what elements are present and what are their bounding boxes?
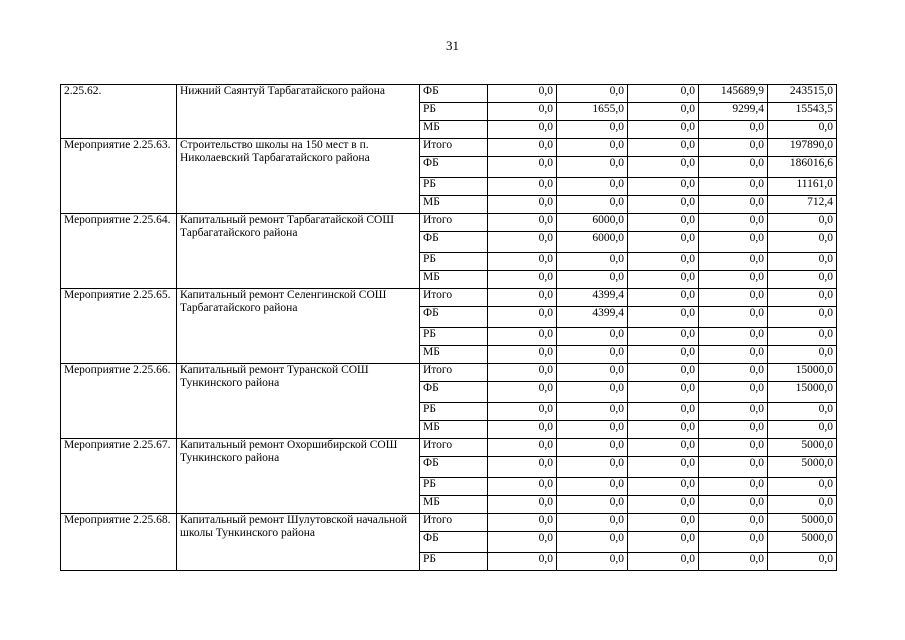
amount-cell: 0,0 <box>768 307 837 328</box>
activity-code: Мероприятие 2.25.64. <box>61 214 177 289</box>
amount-cell: 0,0 <box>699 214 768 232</box>
amount-cell: 0,0 <box>628 178 699 196</box>
amount-cell: 0,0 <box>557 253 628 271</box>
funding-source: Итого <box>420 514 488 532</box>
funding-source: МБ <box>420 121 488 139</box>
funding-source: РБ <box>420 253 488 271</box>
amount-cell: 0,0 <box>628 328 699 346</box>
amount-cell: 0,0 <box>699 232 768 253</box>
amount-cell: 5000,0 <box>768 532 837 553</box>
activity-code: Мероприятие 2.25.66. <box>61 364 177 439</box>
amount-cell: 0,0 <box>768 121 837 139</box>
amount-cell: 0,0 <box>768 403 837 421</box>
amount-cell: 0,0 <box>557 514 628 532</box>
amount-cell: 15543,5 <box>768 103 837 121</box>
amount-cell: 0,0 <box>699 439 768 457</box>
budget-table <box>60 84 837 571</box>
amount-cell: 0,0 <box>488 289 557 307</box>
table-row <box>61 439 837 457</box>
amount-cell: 0,0 <box>628 496 699 514</box>
amount-cell: 0,0 <box>768 271 837 289</box>
amount-cell: 4399,4 <box>557 307 628 328</box>
amount-cell: 6000,0 <box>557 214 628 232</box>
amount-cell: 0,0 <box>488 328 557 346</box>
amount-cell: 0,0 <box>488 496 557 514</box>
amount-cell: 0,0 <box>699 328 768 346</box>
amount-cell: 0,0 <box>488 364 557 382</box>
amount-cell: 0,0 <box>628 271 699 289</box>
amount-cell: 0,0 <box>628 439 699 457</box>
amount-cell: 186016,6 <box>768 157 837 178</box>
funding-source: РБ <box>420 403 488 421</box>
amount-cell: 15000,0 <box>768 382 837 403</box>
funding-source: ФБ <box>420 85 488 103</box>
amount-cell: 0,0 <box>488 439 557 457</box>
funding-source: ФБ <box>420 457 488 478</box>
amount-cell: 145689,9 <box>699 85 768 103</box>
amount-cell: 0,0 <box>488 214 557 232</box>
amount-cell: 0,0 <box>628 307 699 328</box>
amount-cell: 0,0 <box>488 232 557 253</box>
amount-cell: 0,0 <box>699 271 768 289</box>
amount-cell: 197890,0 <box>768 139 837 157</box>
amount-cell: 0,0 <box>488 532 557 553</box>
amount-cell: 0,0 <box>628 196 699 214</box>
amount-cell: 0,0 <box>628 364 699 382</box>
amount-cell: 0,0 <box>628 103 699 121</box>
activity-name: Строительство школы на 150 мест в п. Николаевский Тарбагатайского района <box>177 139 420 214</box>
amount-cell: 0,0 <box>557 439 628 457</box>
amount-cell: 0,0 <box>699 121 768 139</box>
funding-source: РБ <box>420 178 488 196</box>
amount-cell: 0,0 <box>768 232 837 253</box>
amount-cell: 0,0 <box>768 553 837 571</box>
amount-cell: 0,0 <box>699 514 768 532</box>
amount-cell: 0,0 <box>628 421 699 439</box>
amount-cell: 0,0 <box>699 478 768 496</box>
funding-source: ФБ <box>420 382 488 403</box>
amount-cell: 9299,4 <box>699 103 768 121</box>
amount-cell: 1655,0 <box>557 103 628 121</box>
funding-source: МБ <box>420 421 488 439</box>
amount-cell: 0,0 <box>488 139 557 157</box>
funding-source: ФБ <box>420 232 488 253</box>
amount-cell: 0,0 <box>628 478 699 496</box>
amount-cell: 0,0 <box>699 178 768 196</box>
amount-cell: 0,0 <box>557 553 628 571</box>
amount-cell: 0,0 <box>699 382 768 403</box>
amount-cell: 0,0 <box>628 85 699 103</box>
amount-cell: 0,0 <box>557 457 628 478</box>
amount-cell: 0,0 <box>628 157 699 178</box>
amount-cell: 0,0 <box>699 307 768 328</box>
amount-cell: 0,0 <box>488 196 557 214</box>
amount-cell: 0,0 <box>628 457 699 478</box>
funding-source: Итого <box>420 364 488 382</box>
amount-cell: 0,0 <box>557 403 628 421</box>
table-row <box>61 289 837 307</box>
amount-cell: 0,0 <box>488 271 557 289</box>
amount-cell: 0,0 <box>488 103 557 121</box>
amount-cell: 0,0 <box>557 421 628 439</box>
funding-source: Итого <box>420 139 488 157</box>
funding-source: РБ <box>420 328 488 346</box>
amount-cell: 0,0 <box>557 496 628 514</box>
table-row <box>61 139 837 157</box>
amount-cell: 0,0 <box>557 382 628 403</box>
amount-cell: 0,0 <box>557 364 628 382</box>
amount-cell: 5000,0 <box>768 457 837 478</box>
amount-cell: 0,0 <box>628 514 699 532</box>
funding-source: МБ <box>420 196 488 214</box>
amount-cell: 0,0 <box>628 553 699 571</box>
amount-cell: 712,4 <box>768 196 837 214</box>
amount-cell: 4399,4 <box>557 289 628 307</box>
amount-cell: 0,0 <box>699 289 768 307</box>
amount-cell: 0,0 <box>699 421 768 439</box>
amount-cell: 11161,0 <box>768 178 837 196</box>
amount-cell: 5000,0 <box>768 514 837 532</box>
activity-name: Капитальный ремонт Шулутовской начальной школы Тункинского района <box>177 514 420 571</box>
amount-cell: 0,0 <box>628 289 699 307</box>
funding-source: РБ <box>420 553 488 571</box>
amount-cell: 0,0 <box>488 253 557 271</box>
funding-source: ФБ <box>420 307 488 328</box>
amount-cell: 0,0 <box>628 403 699 421</box>
amount-cell: 0,0 <box>488 457 557 478</box>
funding-source: Итого <box>420 439 488 457</box>
amount-cell: 0,0 <box>557 139 628 157</box>
funding-source: РБ <box>420 478 488 496</box>
amount-cell: 0,0 <box>557 121 628 139</box>
activity-name: Капитальный ремонт Селенгинской СОШ Тарбагатайского района <box>177 289 420 364</box>
amount-cell: 0,0 <box>488 421 557 439</box>
amount-cell: 6000,0 <box>557 232 628 253</box>
amount-cell: 0,0 <box>488 553 557 571</box>
funding-source: Итого <box>420 214 488 232</box>
amount-cell: 0,0 <box>557 346 628 364</box>
amount-cell: 0,0 <box>768 253 837 271</box>
amount-cell: 0,0 <box>628 214 699 232</box>
table-row <box>61 214 837 232</box>
amount-cell: 0,0 <box>557 271 628 289</box>
amount-cell: 0,0 <box>488 478 557 496</box>
table-row <box>61 364 837 382</box>
amount-cell: 0,0 <box>488 121 557 139</box>
amount-cell: 0,0 <box>488 403 557 421</box>
amount-cell: 0,0 <box>628 346 699 364</box>
amount-cell: 0,0 <box>699 532 768 553</box>
activity-name: Капитальный ремонт Туранской СОШ Тункинского района <box>177 364 420 439</box>
amount-cell: 0,0 <box>699 457 768 478</box>
amount-cell: 0,0 <box>699 157 768 178</box>
amount-cell: 15000,0 <box>768 364 837 382</box>
amount-cell: 0,0 <box>488 178 557 196</box>
activity-code: Мероприятие 2.25.63. <box>61 139 177 214</box>
amount-cell: 0,0 <box>699 253 768 271</box>
funding-source: МБ <box>420 271 488 289</box>
amount-cell: 0,0 <box>768 214 837 232</box>
amount-cell: 0,0 <box>699 553 768 571</box>
funding-source: ФБ <box>420 532 488 553</box>
amount-cell: 0,0 <box>488 307 557 328</box>
activity-name: Капитальный ремонт Тарбагатайской СОШ Тарбагатайского района <box>177 214 420 289</box>
amount-cell: 0,0 <box>768 478 837 496</box>
activity-name: Капитальный ремонт Охоршибирской СОШ Тункинского района <box>177 439 420 514</box>
amount-cell: 0,0 <box>699 139 768 157</box>
activity-name: Нижний Саянтуй Тарбагатайского района <box>177 85 420 139</box>
amount-cell: 0,0 <box>699 496 768 514</box>
amount-cell: 0,0 <box>628 232 699 253</box>
page-number: 31 <box>446 38 459 53</box>
amount-cell: 0,0 <box>557 196 628 214</box>
funding-source: Итого <box>420 289 488 307</box>
funding-source: РБ <box>420 103 488 121</box>
funding-source: ФБ <box>420 157 488 178</box>
table-row <box>61 514 837 532</box>
amount-cell: 0,0 <box>488 85 557 103</box>
amount-cell: 0,0 <box>768 346 837 364</box>
amount-cell: 0,0 <box>628 121 699 139</box>
activity-code: Мероприятие 2.25.68. <box>61 514 177 571</box>
amount-cell: 0,0 <box>628 253 699 271</box>
table-row <box>61 85 837 103</box>
amount-cell: 0,0 <box>628 532 699 553</box>
activity-code: Мероприятие 2.25.65. <box>61 289 177 364</box>
amount-cell: 0,0 <box>557 85 628 103</box>
amount-cell: 0,0 <box>557 157 628 178</box>
amount-cell: 243515,0 <box>768 85 837 103</box>
amount-cell: 0,0 <box>488 157 557 178</box>
activity-code: Мероприятие 2.25.67. <box>61 439 177 514</box>
amount-cell: 0,0 <box>488 382 557 403</box>
amount-cell: 0,0 <box>768 421 837 439</box>
amount-cell: 0,0 <box>699 196 768 214</box>
amount-cell: 0,0 <box>768 328 837 346</box>
funding-source: МБ <box>420 346 488 364</box>
amount-cell: 0,0 <box>557 532 628 553</box>
amount-cell: 0,0 <box>557 178 628 196</box>
amount-cell: 0,0 <box>628 139 699 157</box>
amount-cell: 0,0 <box>768 496 837 514</box>
amount-cell: 5000,0 <box>768 439 837 457</box>
amount-cell: 0,0 <box>628 382 699 403</box>
amount-cell: 0,0 <box>557 478 628 496</box>
amount-cell: 0,0 <box>699 403 768 421</box>
amount-cell: 0,0 <box>768 289 837 307</box>
activity-code: 2.25.62. <box>61 85 177 139</box>
funding-source: МБ <box>420 496 488 514</box>
amount-cell: 0,0 <box>488 514 557 532</box>
amount-cell: 0,0 <box>699 346 768 364</box>
amount-cell: 0,0 <box>699 364 768 382</box>
amount-cell: 0,0 <box>488 346 557 364</box>
amount-cell: 0,0 <box>557 328 628 346</box>
